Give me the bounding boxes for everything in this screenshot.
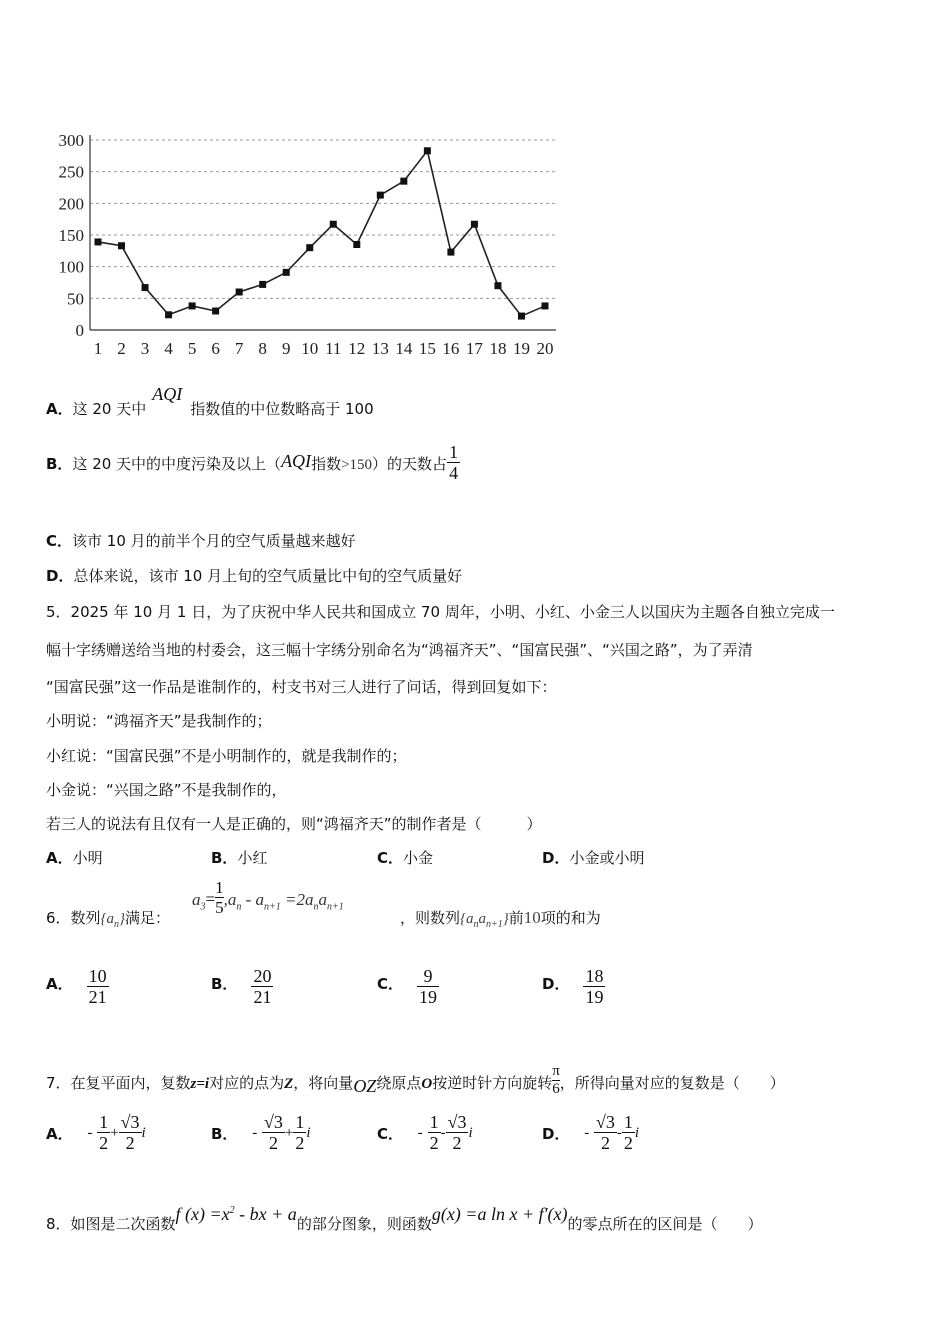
q5-option-a: A．小明 [46,849,103,867]
q4-option-d [46,566,462,586]
q6-stem-tail: ，则数列$\{a_na_{n+1}\}$前10项的和为 [400,908,601,930]
option-text: 指数值的中位数略高于 100 [190,400,374,418]
data-point-day-16 [447,249,454,256]
data-point-day-7 [236,289,243,296]
data-point-day-3 [142,284,149,291]
x-tick-3: 3 [140,339,150,358]
fraction-one-quarter: $\frac{1}{4}$ [449,442,459,483]
x-tick-19: 19 [512,339,530,358]
option-label: A． [46,400,73,418]
data-point-day-18 [494,282,501,289]
q5-option-d: D．小金或小明 [542,849,645,867]
data-point-day-9 [283,269,290,276]
q6-option-a: A． $\frac{10}{21}$ [46,966,107,1007]
q6-stem: 6．数列$\{a_n\}$满足： [46,909,171,930]
fraction-pi-over-6: $\frac{\pi}{6}$ [552,1063,560,1097]
data-point-day-14 [400,178,407,185]
option-label: B． [46,455,73,473]
data-point-day-17 [471,221,478,228]
q5-line-3: “国富民强”这一作品是谁制作的，村支书对三人进行了问话，得到回复如下： [46,678,557,696]
x-tick-5: 5 [187,339,197,358]
data-point-day-12 [353,241,360,248]
option-text: 该市 10 月的前半个月的空气质量越来越好 [72,532,356,550]
aqi-threshold: >150 [341,457,373,473]
data-point-day-8 [259,281,266,288]
option-label: D． [46,567,74,585]
x-tick-9: 9 [281,339,291,358]
y-tick-100: 100 [58,257,84,277]
q7-stem: 7．在复平面内，复数z=i对应的点为Z，将向量OZ绕原点O按逆时针方向旋转 $\frac{\pi}{6}$ ，所得向量对应的复数是（ ） [46,1063,785,1097]
data-point-day-1 [95,238,102,245]
aqi-line-chart [40,125,580,360]
x-tick-14: 14 [395,339,413,358]
option-text: 这 20 天中 [72,400,147,418]
x-tick-1: 1 [93,339,103,358]
option-text: ）的天数占 [372,455,448,473]
x-tick-11: 11 [325,339,342,358]
data-point-day-13 [377,192,384,199]
y-tick-200: 200 [58,194,84,214]
x-tick-12: 12 [348,339,366,358]
option-text: 这 20 天中的中度污染及以上（ [72,455,282,473]
y-tick-150: 150 [58,226,84,245]
q5-line-7: 若三人的说法有且仅有一人是正确的，则“鸿福齐天”的制作者是（ ） [46,815,542,833]
x-tick-4: 4 [164,339,173,358]
option-text: 指数 [311,455,342,473]
q4-option-c [46,531,356,551]
y-tick-250: 250 [58,162,84,182]
data-point-day-2 [118,242,125,249]
q5-line-2: 幅十字绣赠送给当地的村委会，这三幅十字绣分别命名为“鸿福齐天”、“国富民强”、“兴国之路”，为了弄清 [46,641,753,659]
x-tick-2: 2 [117,339,126,358]
q5-line-1: 5．2025 年 10 月 1 日，为了庆祝中华人民共和国成立 70 周年，小明、小红、小金三人以国庆为主题各自独立完成一 [46,603,835,621]
x-tick-10: 10 [301,339,319,358]
data-point-day-4 [165,311,172,318]
y-tick-0: 0 [75,321,84,340]
x-tick-20: 20 [536,339,554,358]
x-tick-8: 8 [258,339,267,358]
q5-line-4: 小明说：“鸿福齐天”是我制作的； [46,712,272,730]
data-point-day-6 [212,308,219,315]
x-tick-15: 15 [418,339,436,358]
q7-option-c: C． - $\frac{1}{2}$ - $\frac{√3}{2}$ i [377,1112,473,1153]
q7-option-b: B． - $\frac{√3}{2}$ + $\frac{1}{2}$ i [211,1112,311,1153]
q6-option-c: C． $\frac{9}{19}$ [377,966,438,1007]
q5-line-6: 小金说：“兴国之路”不是我制作的， [46,781,287,799]
x-tick-17: 17 [465,339,483,358]
aqi-series-line [98,151,545,316]
q6-option-b: B． $\frac{20}{21}$ [211,966,272,1007]
y-tick-300: 300 [58,131,84,150]
aqi-symbol: AQI [152,384,183,404]
x-tick-6: 6 [211,339,220,358]
q7-option-a: A． - $\frac{1}{2}$ + $\frac{√3}{2}$ i [46,1112,146,1153]
q4-option-b [46,444,460,485]
option-text: 总体来说，该市 10 月上旬的空气质量比中旬的空气质量好 [73,567,463,585]
data-point-day-11 [330,221,337,228]
q5-line-5: 小红说：“国富民强”不是小明制作的，就是我制作的； [46,747,407,765]
x-tick-13: 13 [371,339,389,358]
x-tick-18: 18 [489,339,507,358]
data-point-day-15 [424,147,431,154]
data-point-day-10 [306,244,313,251]
data-point-day-5 [189,302,196,309]
y-tick-50: 50 [67,289,84,309]
option-label: C． [46,532,73,550]
aqi-symbol: AQI [281,451,312,471]
q8-stem: 8．如图是二次函数f $(x) =x^2$ - bx + a的部分图象，则函数g(x) =a ln x + f′(x)的零点所在的区间是（ ） [46,1204,763,1233]
q7-option-d: D． - $\frac{√3}{2}$ - $\frac{1}{2}$ i [542,1112,640,1153]
vector-oz: OZ [353,1076,377,1096]
data-point-day-20 [542,302,549,309]
x-tick-7: 7 [234,339,244,358]
q6-condition: $a_3=$ $\frac{1}{5}$ $,a_n - a_{n+1} =2a_na_{n+1}$ [192,878,344,917]
q5-option-b: B．小红 [211,849,268,867]
data-point-day-19 [518,313,525,320]
q5-option-c: C．小金 [377,849,434,867]
q6-option-d: D． $\frac{18}{19}$ [542,966,604,1007]
x-tick-16: 16 [442,339,460,358]
q4-option-a [46,384,374,419]
